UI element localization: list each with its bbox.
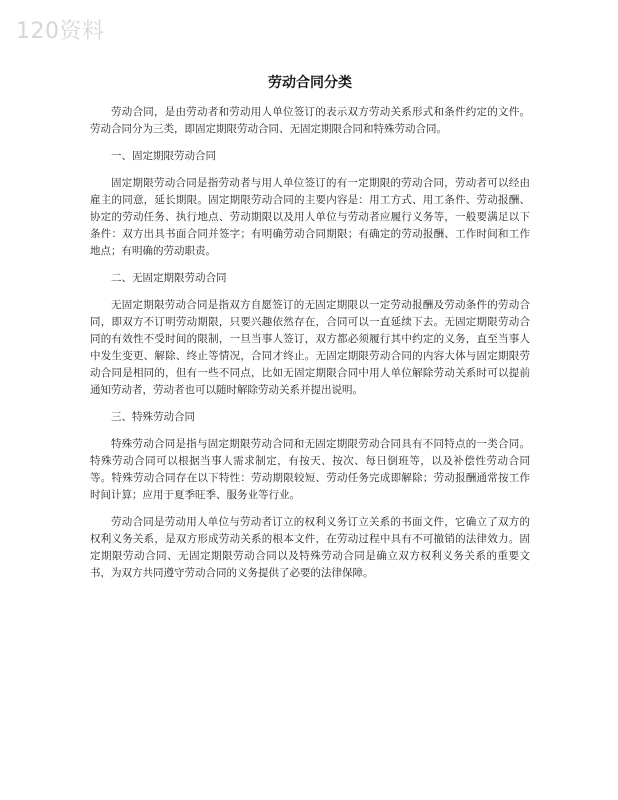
document-title: 劳动合同分类 — [268, 75, 352, 91]
section-body-special: 特殊劳动合同是指与固定期限劳动合同和无固定期限劳动合同具有不同特点的一类合同。特殊劳动合同可以根据当事人需求制定，有按天、按次、每日倒班等，以及补偿性劳动合同等。特殊劳动合同存在以下特性：劳动期限较短、劳动任务完成即解除；劳动报酬通常按工作时间计算；应用于夏季旺季、服务业等行业。 — [90, 438, 530, 501]
section-heading-special: 三、特殊劳动合同 — [111, 411, 195, 423]
watermark-logo: 120资料 — [16, 19, 105, 44]
conclusion-paragraph: 劳动合同是劳动用人单位与劳动者订立的权利义务订立关系的书面文件，它确立了双方的权利义务关系，是双方形成劳动关系的根本文件，在劳动过程中具有不可撤销的法律效力。固定期限劳动合同、无固定期限劳动合同以及特殊劳动合同是确立双方权利义务关系的重要文书，为双方共同遵守劳动合同的义务提供了必要的法律保障。 — [90, 516, 530, 579]
section-body-open-ended: 无固定期限劳动合同是指双方自愿签订的无固定期限以一定劳动报酬及劳动条件的劳动合同，即双方不订明劳动期限，只要兴趣依然存在，合同可以一直延续下去。无固定期限劳动合同的有效性不受时间的限制，一旦当事人签订，双方都必须履行其中约定的义务，直至当事人中发生变更、解除、终止等情况，合同才终止。无固定期限劳动合同的内容大体与固定期限劳动合同是相同的，但有一些不同点，比如无固定期限合同中用人单位解除劳动关系时可以提前通知劳动者，劳动者也可以随时解除劳动关系并提出说明。 — [90, 299, 530, 396]
section-body-fixed-term: 固定期限劳动合同是指劳动者与用人单位签订的有一定期限的劳动合同，劳动者可以经由雇主的同意，延长期限。固定期限劳动合同的主要内容是：用工方式、用工条件、劳动报酬、协定的劳动任务、执行地点、劳动期限以及用人单位与劳动者应履行义务等，一般要满足以下条件：双方出具书面合同并签字；有明确劳动合同期限；有确定的劳动报酬、工作时间和工作地点；有明确的劳动职责。 — [90, 177, 530, 257]
intro-paragraph: 劳动合同，是由劳动者和劳动用人单位签订的表示双方劳动关系形式和条件约定的文件。劳动合同分为三类，即固定期限劳动合同、无固定期限合同和特殊劳动合同。 — [90, 106, 530, 135]
document-body — [90, 72, 530, 592]
section-heading-open-ended: 二、无固定期限劳动合同 — [111, 272, 227, 284]
section-heading-fixed-term: 一、固定期限劳动合同 — [111, 150, 216, 162]
